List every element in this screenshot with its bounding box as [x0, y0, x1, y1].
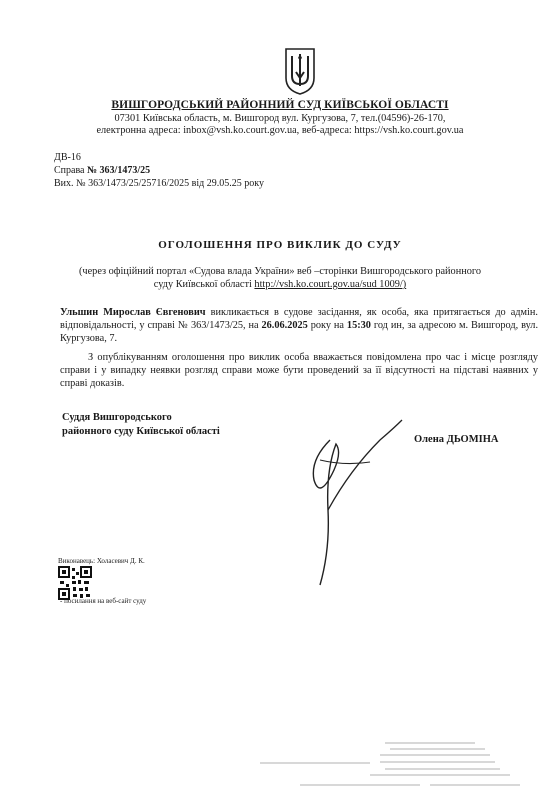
case-number: № 363/1473/25: [87, 165, 151, 176]
qr-code-icon[interactable]: [58, 566, 92, 600]
case-line: [54, 165, 150, 176]
person-name: Ульшин Мирослав Євгенович: [60, 307, 206, 318]
announcement-title: ОГОЛОШЕННЯ ПРО ВИКЛИК ДО СУДУ: [158, 239, 402, 251]
court-portal-link[interactable]: http://vsh.ko.court.gov.ua/sud 1009/): [254, 279, 407, 290]
hearing-date: 26.06.2025: [261, 320, 308, 332]
notice-paragraph: З опублікуванням оголошення про виклик особа вважається повідомлена про час і місце розгляду справи і у випадку неявки розгляд справи може бути проведений за її відсутності на підставі наявних у справі доказів.: [60, 352, 538, 390]
case-prefix: Справа: [54, 165, 87, 176]
summons-text-a: викликається в судове засідання, як особа, яка притягається до адмін. відповідальності, у справі № 363/1473/25, на: [60, 307, 538, 332]
outgoing-number: Вих. № 363/1473/25/25716/2025 від 29.05.25 року: [54, 178, 264, 189]
court-contacts: електронна адреса: inbox@vsh.ko.court.gov.ua, веб-адреса: https://vsh.ko.court.gov.ua: [96, 125, 464, 136]
announcement-subtitle-line2: [0, 279, 560, 290]
document-type: ДВ-16: [54, 152, 81, 163]
executor-note: Виконавець: Холасевич Д. К.: [58, 557, 145, 565]
summons-text-b: року на: [307, 320, 347, 332]
announcement-subtitle-line1: (через офіційний портал «Судова влада України» веб –сторінки Вишгородського районного: [79, 266, 481, 277]
handwritten-signature: [290, 400, 410, 590]
judge-name: Олена ДЬОМІНА: [414, 434, 499, 445]
hearing-time: 15:30: [346, 320, 371, 332]
coat-of-arms-icon: [282, 46, 318, 96]
subtitle-text: суду Київської області: [153, 279, 255, 290]
summons-paragraph: [60, 306, 538, 346]
court-address: 07301 Київська область, м. Вишгород вул. Кургузова, 7, тел.(04596)-26-170,: [114, 113, 446, 124]
qr-caption: - посилання на веб-сайт суду: [60, 597, 147, 605]
digital-signature-stamp: [240, 735, 540, 795]
court-name: ВИШГОРОДСЬКИЙ РАЙОННИЙ СУД КИЇВСЬКОЇ ОБЛАСТІ: [111, 99, 449, 111]
judge-title-line1: Суддя Вишгородського: [62, 412, 172, 423]
summons-text-c: год ин, за адресою м. Вишгород, вул. Кургузова, 7.: [60, 320, 539, 345]
judge-title-line2: районного суду Київської області: [62, 426, 220, 437]
